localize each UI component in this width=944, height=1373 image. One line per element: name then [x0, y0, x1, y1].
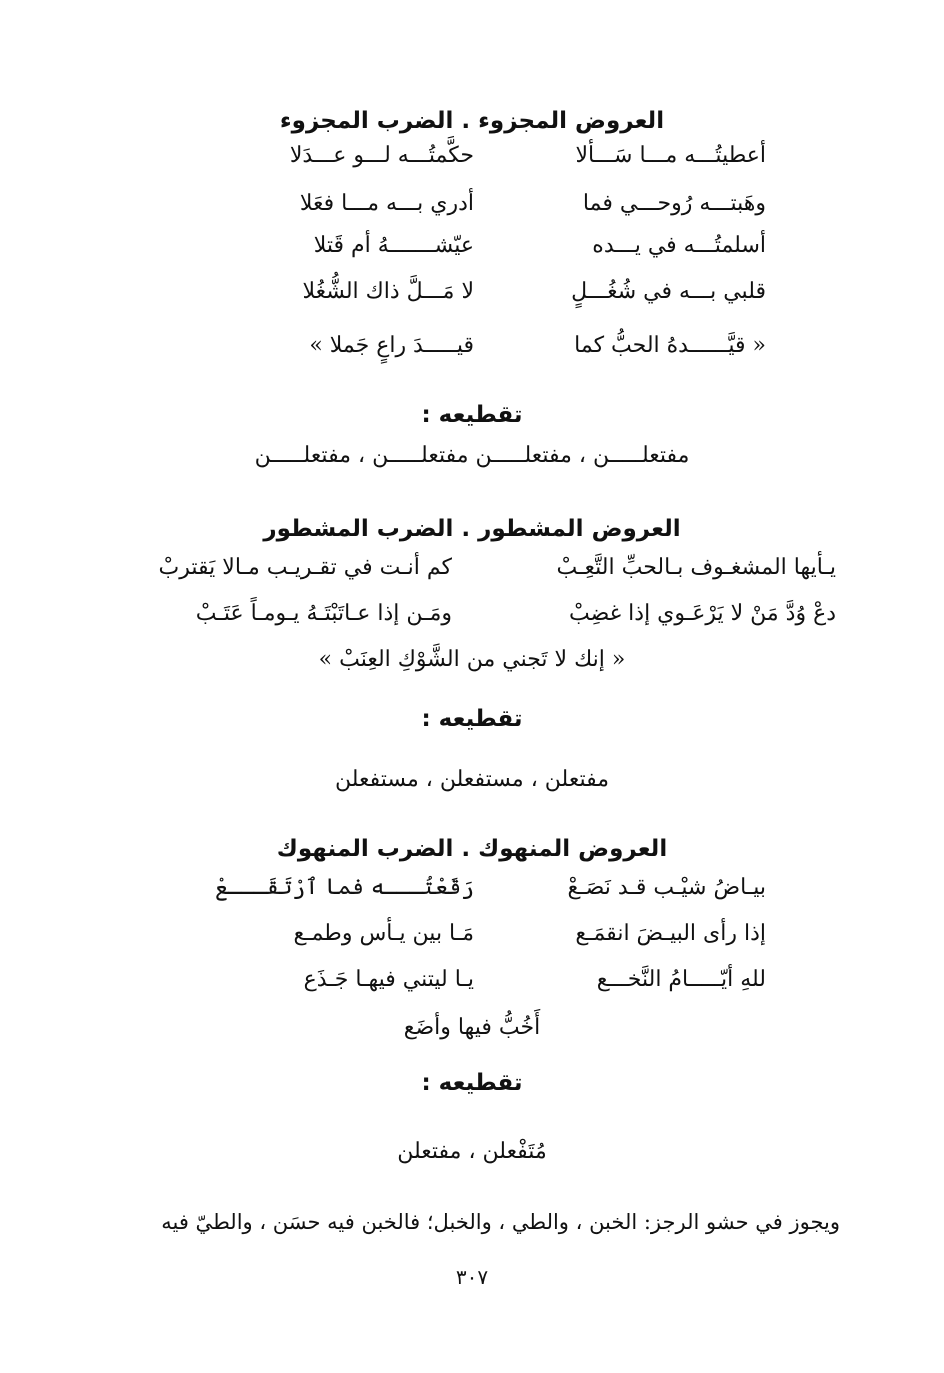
- verse-second-hemistich: لا مَـــلَّ ذاك الشُّغُلا: [302, 279, 474, 304]
- verse-second-hemistich: كم أنـت في تقـريـب مـالا يَقتربْ: [158, 555, 452, 580]
- verse-line: [0, 272, 944, 312]
- verse-second-hemistich: رَقَعْتُـــه فما ٱرْتَقَـــعْ: [215, 875, 474, 900]
- verse-line: [0, 960, 944, 1000]
- verse-first-hemistich: بيـاضُ شيْـب قـد نَصَـعْ: [567, 875, 766, 900]
- scansion-text: مفتعلـــــن ، مفتعلـــــن مفتعلـــــن ، مفتعلـــــن: [254, 443, 690, 468]
- closing-line: أَخُبُّ فيها وأضَع: [403, 1015, 541, 1040]
- verse-second-hemistich: مَـا بين يـأس وطمـع: [293, 921, 474, 946]
- body-paragraph: ويجوز في حشو الرجز: الخبن ، والطي ، والخبل؛ فالخبن فيه حسَن ، والطيّ فيه: [161, 1210, 840, 1234]
- section-heading: العروض المجزوء . الضرب المجزوء: [279, 108, 665, 134]
- verse-line: [0, 136, 944, 176]
- verse-second-hemistich: عيّشـــــــهُ أم قَتلا: [313, 233, 474, 258]
- page-number: ٣٠٧: [455, 1265, 489, 1289]
- verse-second-hemistich: حكَّمتُـــه لـــو عـــدَلا: [289, 143, 474, 168]
- closing-line: « إنك لا تَجني من الشَّوْكِ العِنَبْ »: [318, 647, 626, 672]
- verse-second-hemistich: قيـــــدَ راعٍ جَملا »: [309, 333, 474, 358]
- verse-second-hemistich: أدري بـــه مـــا فعَلا: [299, 191, 474, 216]
- scansion-label: تقطيعه :: [421, 1070, 523, 1096]
- verse-line: [0, 226, 944, 266]
- verse-line: [0, 914, 944, 954]
- scansion-text: مفتعلن ، مستفعلن ، مستفعلن: [334, 767, 609, 792]
- scansion-label: تقطيعه :: [421, 402, 523, 428]
- scansion-label: تقطيعه :: [421, 706, 523, 732]
- scansion-text: مُتَفْعلن ، مفتعلن: [397, 1139, 547, 1164]
- verse-line: [0, 326, 944, 366]
- verse-line: [0, 184, 944, 224]
- section-heading: العروض المنهوك . الضرب المنهوك: [276, 836, 668, 862]
- section-heading: العروض المشطور . الضرب المشطور: [263, 516, 681, 542]
- verse-second-hemistich: ومَـن إذا عـاتَبْتَـهُ يـومـاً عَتَـبْ: [195, 601, 452, 626]
- verse-line: [0, 548, 944, 588]
- verse-first-hemistich: دعْ وُدَّ مَنْ لا يَرْعَـوي إذا غضِبْ: [568, 601, 836, 626]
- verse-first-hemistich: قلبي بـــه في شُغُـــلٍ: [571, 279, 766, 304]
- verse-first-hemistich: للهِ أيّـــــامُ النَّخـــع: [596, 967, 766, 992]
- verse-first-hemistich: أسلمتُـــه في يـــده: [592, 233, 766, 258]
- verse-first-hemistich: إذا رأى البيـضَ انقمَـع: [575, 921, 766, 946]
- verse-line: [0, 594, 944, 634]
- verse-first-hemistich: يـأيها المشغـوف بـالحبِّ التَّعِـبْ: [556, 555, 836, 580]
- verse-first-hemistich: وهَبتـــه رُوحـــي فما: [582, 191, 766, 216]
- verse-second-hemistich: يـا ليتني فيهـا جَـذَع: [303, 967, 474, 992]
- verse-line: [0, 868, 944, 908]
- verse-first-hemistich: أعطيتُـــه مـــا سَـــألا: [575, 143, 766, 168]
- verse-first-hemistich: « قيَّــــــدهُ الحبُّ كما: [574, 333, 766, 358]
